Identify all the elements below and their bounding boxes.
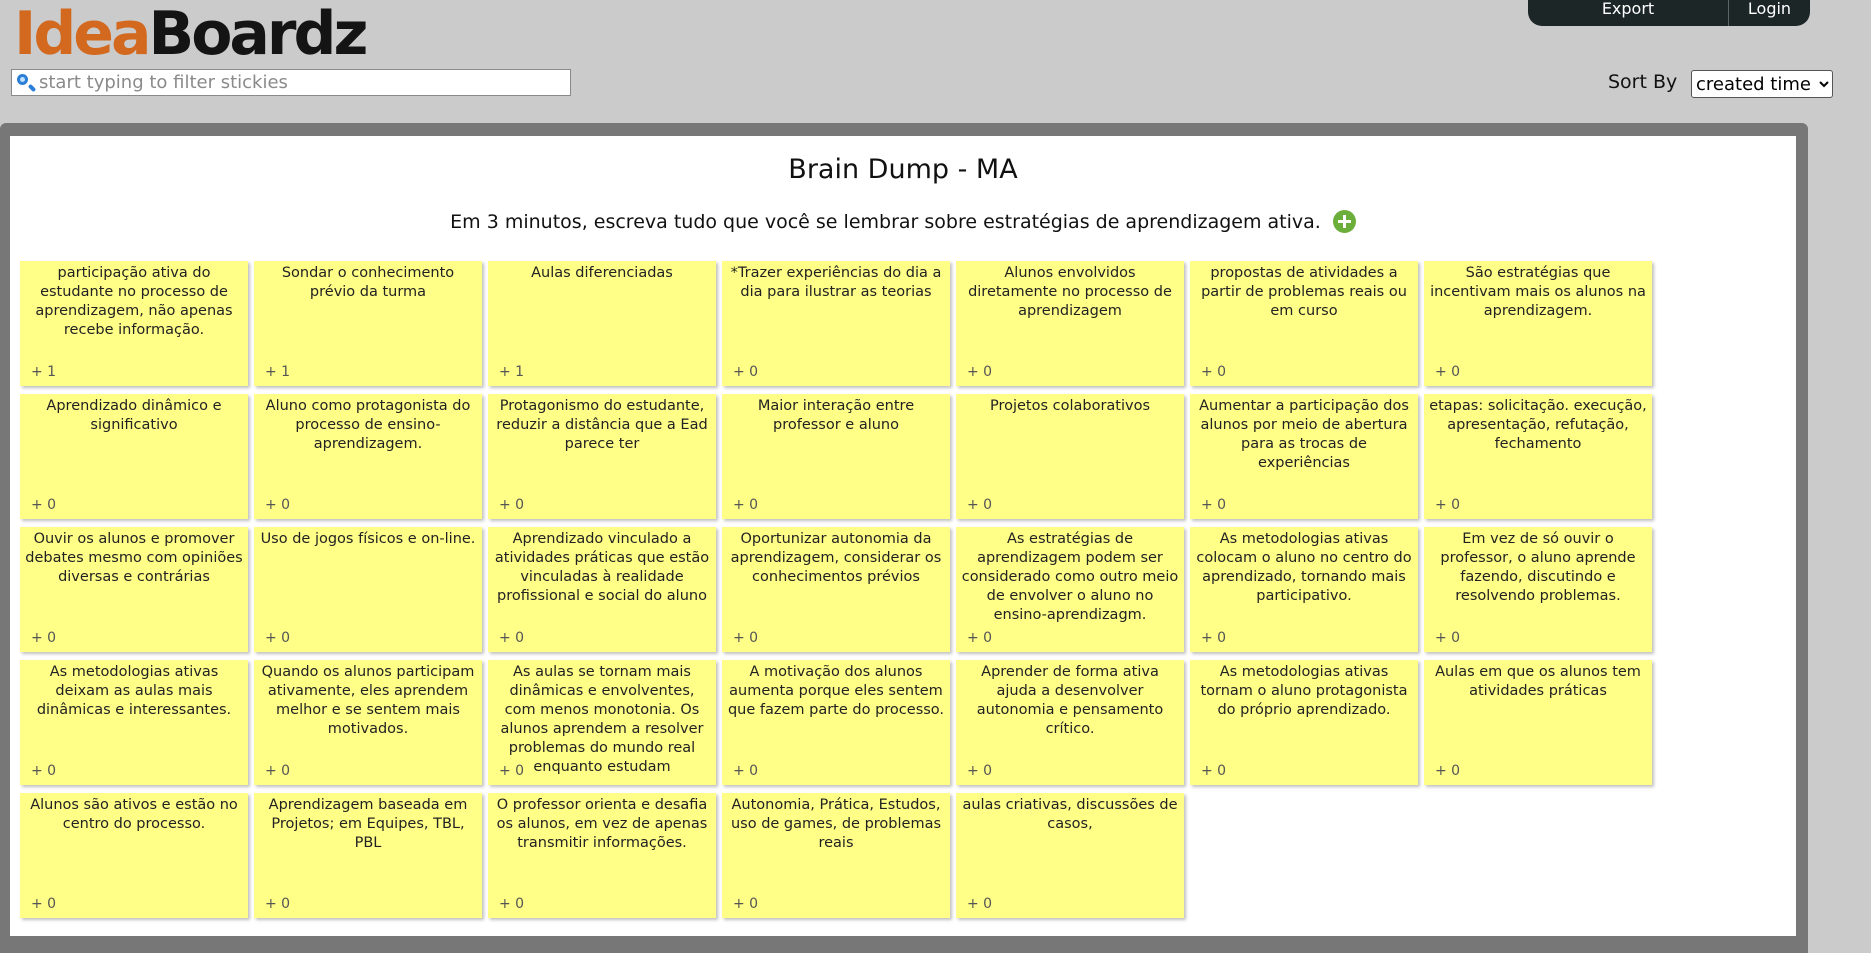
sticky-note[interactable] (20, 793, 248, 918)
sort-select[interactable] (1691, 70, 1833, 98)
sticky-note[interactable] (20, 527, 248, 652)
filter-input[interactable] (37, 72, 559, 93)
sticky-note[interactable] (254, 261, 482, 386)
vote-count[interactable]: + 0 (733, 364, 759, 380)
sticky-text: Alunos envolvidos diretamente no processo de aprendizagem (968, 265, 1172, 319)
sticky-text: Autonomia, Prática, Estudos, uso de games, de problemas reais (730, 797, 942, 851)
sticky-note[interactable] (20, 394, 248, 519)
vote-count[interactable]: + 0 (967, 630, 993, 646)
sticky-note[interactable] (722, 394, 950, 519)
logo-part-idea: Idea (14, 0, 149, 69)
sticky-note[interactable] (254, 527, 482, 652)
sticky-note[interactable] (956, 394, 1184, 519)
sticky-text: As estratégias de aprendizagem podem ser considerado como outro meio de envolver o aluno no ensino-aprendizagm. (961, 531, 1179, 623)
sticky-note[interactable] (20, 261, 248, 386)
vote-count[interactable]: + 0 (265, 497, 291, 513)
sticky-text: Aprender de forma ativa ajuda a desenvolver autonomia e pensamento crítico. (976, 664, 1164, 737)
sticky-text: participação ativa do estudante no processo de aprendizagem, não apenas recebe informação. (35, 265, 233, 338)
sticky-text: Aprendizagem baseada em Projetos; em Equipes, TBL, PBL (268, 797, 468, 851)
vote-count[interactable]: + 0 (1435, 763, 1461, 779)
sticky-text: Aulas em que os alunos tem atividades práticas (1435, 664, 1641, 699)
vote-count[interactable]: + 0 (1201, 763, 1227, 779)
sticky-note[interactable] (722, 793, 950, 918)
sticky-text: A motivação dos alunos aumenta porque eles sentem que fazem parte do processo. (727, 664, 945, 718)
vote-count[interactable]: + 0 (1201, 364, 1227, 380)
sticky-text: Aprendizado dinâmico e significativo (46, 398, 222, 433)
filter-box (11, 69, 571, 96)
vote-count[interactable]: + 0 (733, 630, 759, 646)
vote-count[interactable]: + 1 (265, 364, 291, 380)
vote-count[interactable]: + 0 (31, 630, 57, 646)
sticky-text: Aluno como protagonista do processo de ensino-aprendizagem. (265, 398, 471, 452)
vote-count[interactable]: + 0 (31, 763, 57, 779)
vote-count[interactable]: + 0 (499, 630, 525, 646)
login-button[interactable]: Login (1747, 0, 1792, 18)
vote-count[interactable]: + 0 (31, 896, 57, 912)
vote-count[interactable]: + 0 (733, 763, 759, 779)
sticky-text: As aulas se tornam mais dinâmicas e envolventes, com menos monotonia. Os alunos aprendem a resolver problemas do mundo real enquanto estudam (500, 664, 704, 775)
sticky-text: Em vez de só ouvir o professor, o aluno aprende fazendo, discutindo e resolvendo problemas. (1440, 531, 1636, 604)
sticky-text: Aprendizado vinculado a atividades práticas que estão vinculadas à realidade profissional e social do aluno (494, 531, 710, 604)
sticky-note[interactable] (1190, 660, 1418, 785)
vote-count[interactable]: + 0 (1201, 630, 1227, 646)
sticky-text: propostas de atividades a partir de problemas reais ou em curso (1201, 265, 1407, 319)
sticky-note[interactable] (722, 660, 950, 785)
sticky-text: Alunos são ativos e estão no centro do processo. (30, 797, 238, 832)
top-nav (1528, 0, 1810, 26)
sticky-grid (20, 261, 1652, 918)
sticky-note[interactable] (488, 261, 716, 386)
sticky-text: aulas criativas, discussões de casos, (962, 797, 1178, 832)
sticky-note[interactable] (1190, 394, 1418, 519)
sticky-note[interactable] (254, 793, 482, 918)
board (10, 136, 1796, 936)
sticky-note[interactable] (254, 660, 482, 785)
vote-count[interactable]: + 0 (733, 896, 759, 912)
sticky-note[interactable] (254, 394, 482, 519)
search-icon (15, 72, 37, 94)
sticky-text: Maior interação entre professor e aluno (757, 398, 915, 433)
sort-by-label: Sort By (1608, 71, 1678, 93)
section-header (10, 210, 1796, 233)
sticky-note[interactable] (956, 261, 1184, 386)
vote-count[interactable]: + 0 (265, 630, 291, 646)
sticky-note[interactable] (1424, 261, 1652, 386)
sticky-text: *Trazer experiências do dia a dia para ilustrar as teorias (730, 265, 942, 300)
sticky-text: Sondar o conhecimento prévio da turma (281, 265, 455, 300)
sticky-text: São estratégias que incentivam mais os alunos na aprendizagem. (1430, 265, 1646, 319)
sticky-text: Projetos colaborativos (989, 398, 1151, 414)
sticky-text: Aumentar a participação dos alunos por meio de abertura para as trocas de experiências (1199, 398, 1409, 471)
vote-count[interactable]: + 0 (499, 896, 525, 912)
sticky-note[interactable] (722, 261, 950, 386)
vote-count[interactable]: + 1 (499, 364, 525, 380)
sticky-note[interactable] (488, 660, 716, 785)
vote-count[interactable]: + 0 (31, 497, 57, 513)
sticky-text: As metodologias ativas deixam as aulas mais dinâmicas e interessantes. (36, 664, 232, 718)
sticky-text: Ouvir os alunos e promover debates mesmo com opiniões diversas e contrárias (25, 531, 243, 585)
add-sticky-icon[interactable] (1333, 210, 1356, 233)
sticky-text: Uso de jogos físicos e on-line. (260, 531, 476, 547)
sticky-note[interactable] (1190, 527, 1418, 652)
ideaboardz-logo[interactable] (14, 0, 366, 69)
sticky-note[interactable] (956, 660, 1184, 785)
sticky-note[interactable] (722, 527, 950, 652)
vote-count[interactable]: + 0 (733, 497, 759, 513)
vote-count[interactable]: + 0 (967, 763, 993, 779)
section-prompt: Em 3 minutos, escreva tudo que você se lembrar sobre estratégias de aprendizagem ativa. (450, 210, 1321, 233)
board-title: Brain Dump - MA (788, 154, 1018, 185)
sticky-text: As metodologias ativas tornam o aluno protagonista do próprio aprendizado. (1200, 664, 1408, 718)
vote-count[interactable]: + 0 (265, 896, 291, 912)
sticky-note[interactable] (1190, 261, 1418, 386)
sticky-note[interactable] (1424, 394, 1652, 519)
sticky-note[interactable] (956, 793, 1184, 918)
sticky-text: O professor orienta e desafia os alunos, em vez de apenas transmitir informações. (496, 797, 708, 851)
export-button[interactable]: Export (1601, 0, 1655, 18)
vote-count[interactable]: + 0 (1435, 630, 1461, 646)
sticky-note[interactable] (488, 394, 716, 519)
sticky-text: Aulas diferenciadas (531, 265, 673, 281)
vote-count[interactable]: + 0 (967, 364, 993, 380)
vote-count[interactable]: + 0 (1201, 497, 1227, 513)
sticky-note[interactable] (1424, 660, 1652, 785)
vote-count[interactable]: + 1 (31, 364, 57, 380)
vote-count[interactable]: + 0 (499, 497, 525, 513)
vote-count[interactable]: + 0 (499, 763, 525, 779)
sticky-text: Oportunizar autonomia da aprendizagem, considerar os conhecimentos prévios (730, 531, 942, 585)
vote-count[interactable]: + 0 (265, 763, 291, 779)
sticky-text: As metodologias ativas colocam o aluno no centro do aprendizado, tornando mais participativo. (1196, 531, 1412, 604)
vote-count[interactable]: + 0 (1435, 364, 1461, 380)
sticky-note[interactable] (956, 527, 1184, 652)
sticky-note[interactable] (1424, 527, 1652, 652)
sticky-text: Quando os alunos participam ativamente, eles aprendem melhor e se sentem mais motivados. (261, 664, 475, 737)
sticky-note[interactable] (488, 527, 716, 652)
sticky-note[interactable] (20, 660, 248, 785)
logo-part-boardz: Boardz (148, 0, 366, 69)
vote-count[interactable]: + 0 (967, 497, 993, 513)
sticky-text: etapas: solicitação. execução, apresentação, refutação, fechamento (1429, 398, 1647, 452)
sticky-note[interactable] (488, 793, 716, 918)
vote-count[interactable]: + 0 (1435, 497, 1461, 513)
sticky-text: Protagonismo do estudante, reduzir a distância que a Ead parece ter (496, 398, 708, 452)
vote-count[interactable]: + 0 (967, 896, 993, 912)
